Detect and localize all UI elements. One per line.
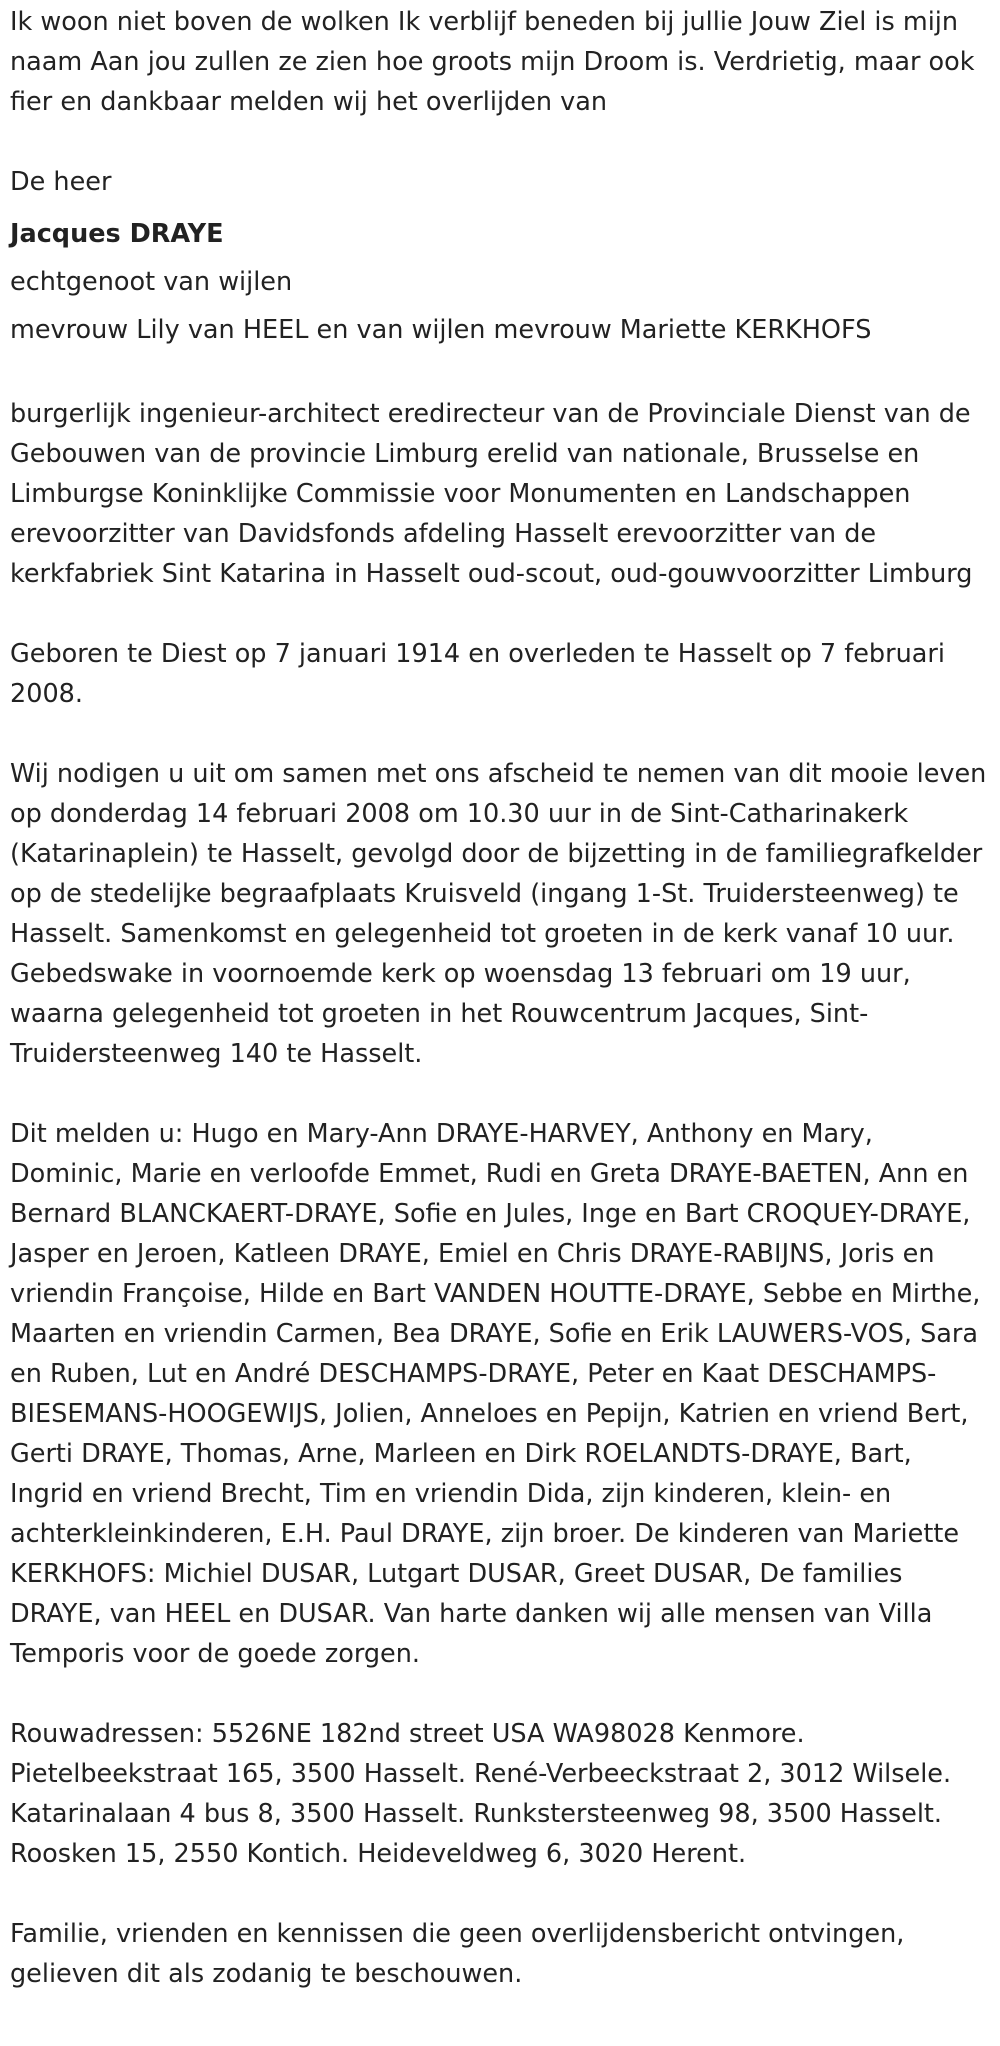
- spacer: [10, 1874, 990, 1914]
- spacer: [10, 354, 990, 394]
- spouse-label: echtgenoot van wijlen: [10, 267, 293, 297]
- intro-poem: Ik woon niet boven de wolken Ik verblijf beneden bij jullie Jouw Ziel is mijn naam Aan jou zullen ze zien hoe groots mijn Droom is. Verdrietig, maar ook fier en dankbaar melden wij het overlijden van: [10, 7, 975, 117]
- titles-paragraph: burgerlijk ingenieur-architect eredirecteur van de Provinciale Dienst van de Gebouwen van de provincie Limburg erelid van nationale, Brusselse en Limburgse Koninklijke Commissie voor Monumenten en Landschappen erevoorzitter van Davidsfonds afdeling Hasselt erevoorzitter van de kerkfabriek Sint Katarina in Hasselt oud-scout, oud-gouwvoorzitter Limburg: [10, 399, 973, 589]
- spouses: mevrouw Lily van HEEL en van wijlen mevrouw Mariette KERKHOFS: [10, 315, 872, 345]
- salutation: De heer: [10, 167, 112, 197]
- ceremony-paragraph: Wij nodigen u uit om samen met ons afscheid te nemen van dit mooie leven op donderdag 14 februari 2008 om 10.30 uur in de Sint-Catharinakerk (Katarinaplein) te Hasselt, gevolgd door de bijzetting in de familiegrafkelder op de stedelijke begraafplaats Kruisveld (ingang 1-St. Truidersteenweg) te Hasselt. Samenkomst en gelegenheid tot groeten in de kerk vanaf 10 uur. Gebedswake in voornoemde kerk op woensdag 13 februari om 19 uur, waarna gelegenheid tot groeten in het Rouwcentrum Jacques, Sint-Truidersteenweg 140 te Hasselt.: [10, 759, 987, 1069]
- spacer: [10, 1674, 990, 1714]
- spacer: [10, 594, 990, 634]
- spacer: [10, 122, 990, 162]
- family-paragraph: Dit melden u: Hugo en Mary-Ann DRAYE-HARVEY, Anthony en Mary, Dominic, Marie en verloofde Emmet, Rudi en Greta DRAYE-BAETEN, Ann en Bernard BLANCKAERT-DRAYE, Sofie en Jules, Inge en Bart CROQUEY-DRAYE, Jasper en Jeroen, Katleen DRAYE, Emiel en Chris DRAYE-RABIJNS, Joris en vriendin Françoise, Hilde en Bart VANDEN HOUTTE-DRAYE, Sebbe en Mirthe, Maarten en vriendin Carmen, Bea DRAYE, Sofie en Erik LAUWERS-VOS, Sara en Ruben, Lut en André DESCHAMPS-DRAYE, Peter en Kaat DESCHAMPS-BIESEMANS-HOOGEWIJS, Jolien, Anneloes en Pepijn, Katrien en vriend Bert, Gerti DRAYE, Thomas, Arne, Marleen en Dirk ROELANDTS-DRAYE, Bart, Ingrid en vriend Brecht, Tim en vriendin Dida, zijn kinderen, klein- en achterkleinkinderen, E.H. Paul DRAYE, zijn broer. De kinderen van Mariette KERKHOFS: Michiel DUSAR, Lutgart DUSAR, Greet DUSAR, De families DRAYE, van HEEL en DUSAR. Van harte danken wij alle mensen van Villa Temporis voor de goede zorgen.: [10, 1119, 981, 1669]
- addresses-paragraph: Rouwadressen: 5526NE 182nd street USA WA98028 Kenmore. Pietelbeekstraat 165, 3500 Hasselt. René-Verbeeckstraat 2, 3012 Wilsele. Katarinalaan 4 bus 8, 3500 Hasselt. Runkstersteenweg 98, 3500 Hasselt. Roosken 15, 2550 Kontich. Heideveldweg 6, 3020 Herent.: [10, 1719, 952, 1869]
- spacer: [10, 714, 990, 754]
- closing-paragraph: Familie, vrienden en kennissen die geen overlijdensbericht ontvingen, gelieven dit als zodanig te beschouwen.: [10, 1919, 905, 1989]
- deceased-name: Jacques DRAYE: [10, 219, 224, 249]
- spacer: [10, 1074, 990, 1114]
- birth-death-paragraph: Geboren te Diest op 7 januari 1914 en overleden te Hasselt op 7 februari 2008.: [10, 639, 945, 709]
